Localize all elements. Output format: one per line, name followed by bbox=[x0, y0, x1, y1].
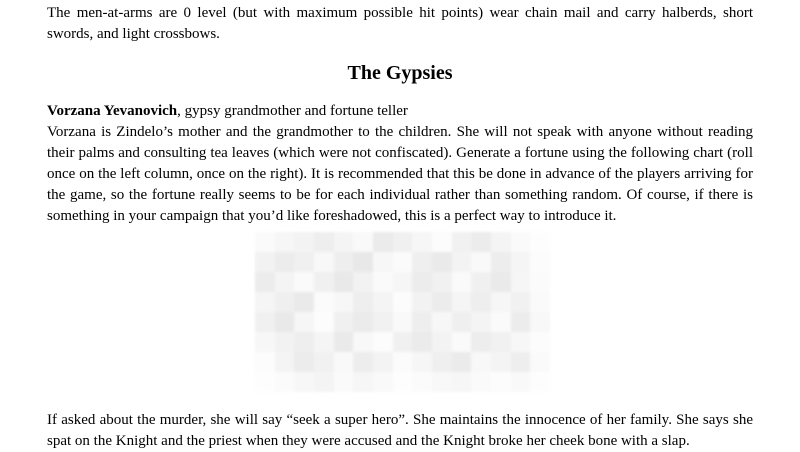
mosaic-cell bbox=[393, 352, 413, 372]
mosaic-cell bbox=[511, 252, 531, 272]
mosaic-cell bbox=[471, 232, 491, 252]
mosaic-cell bbox=[255, 372, 275, 392]
mosaic-cell bbox=[275, 252, 295, 272]
npc-name: Vorzana Yevanovich bbox=[47, 103, 178, 119]
mosaic-cell bbox=[353, 252, 373, 272]
mosaic-cell bbox=[471, 252, 491, 272]
mosaic-cell bbox=[491, 292, 511, 312]
mosaic-cell bbox=[412, 292, 432, 312]
mosaic-cell bbox=[334, 332, 354, 352]
mosaic-cell bbox=[491, 312, 511, 332]
mosaic-cell bbox=[373, 352, 393, 372]
mosaic-cell bbox=[294, 272, 314, 292]
mosaic-cell bbox=[255, 312, 275, 332]
mosaic-cell bbox=[530, 232, 550, 252]
redacted-fortune-chart-image bbox=[255, 232, 550, 392]
mosaic-cell bbox=[275, 352, 295, 372]
mosaic-cell bbox=[511, 232, 531, 252]
mosaic-cell bbox=[511, 352, 531, 372]
mosaic-cell bbox=[393, 312, 413, 332]
mosaic-cell bbox=[511, 332, 531, 352]
mosaic-cell bbox=[393, 232, 413, 252]
mosaic-cell bbox=[294, 252, 314, 272]
mosaic-cell bbox=[314, 312, 334, 332]
mosaic-cell bbox=[353, 272, 373, 292]
intro-paragraph: The men-at-arms are 0 level (but with maximum possible hit points) wear chain mail and carry halberds, short swords, and light crossbows. bbox=[47, 5, 753, 42]
description-paragraph: Vorzana is Zindelo’s mother and the grandmother to the children. She will not speak with anyone without reading their palms and consulting tea leaves (which were not confiscated). Generate a fortune using the following chart (roll once on the left column, once on the right). It is recommended that this be done in advance of the players arriving for the game, so the fortune really seems to be for each individual rather than something random. Of course, if there is something in your campaign that you’d like foreshadowed, this is a perfect way to introduce it. bbox=[47, 124, 753, 224]
mosaic-cell bbox=[393, 372, 413, 392]
mosaic-cell bbox=[275, 272, 295, 292]
mosaic-cell bbox=[471, 372, 491, 392]
mosaic-cell bbox=[393, 252, 413, 272]
mosaic-cell bbox=[255, 332, 275, 352]
mosaic-cell bbox=[373, 312, 393, 332]
mosaic-cell bbox=[353, 332, 373, 352]
mosaic-cell bbox=[432, 332, 452, 352]
mosaic-cell bbox=[491, 272, 511, 292]
mosaic-cell bbox=[432, 292, 452, 312]
mosaic-cell bbox=[373, 332, 393, 352]
mosaic-cell bbox=[452, 332, 472, 352]
mosaic-cell bbox=[530, 312, 550, 332]
mosaic-cell bbox=[373, 372, 393, 392]
murder-paragraph: If asked about the murder, she will say “seek a super hero”. She maintains the innocence of her family. She says she spat on the Knight and the priest when they were accused and the Knight broke her cheek bone with a slap. bbox=[47, 412, 753, 449]
mosaic-cell bbox=[275, 332, 295, 352]
mosaic-cell bbox=[471, 352, 491, 372]
mosaic-cell bbox=[255, 232, 275, 252]
mosaic-cell bbox=[275, 292, 295, 312]
mosaic-cell bbox=[530, 252, 550, 272]
mosaic-cell bbox=[491, 372, 511, 392]
mosaic-cell bbox=[412, 352, 432, 372]
mosaic-cell bbox=[432, 372, 452, 392]
mosaic-cell bbox=[314, 272, 334, 292]
mosaic-cell bbox=[530, 372, 550, 392]
mosaic-cell bbox=[294, 372, 314, 392]
npc-name-line bbox=[47, 101, 753, 122]
mosaic-cell bbox=[412, 272, 432, 292]
mosaic-cell bbox=[294, 352, 314, 372]
mosaic-cell bbox=[334, 372, 354, 392]
mosaic-cell bbox=[530, 352, 550, 372]
mosaic-cell bbox=[255, 252, 275, 272]
mosaic-cell bbox=[294, 232, 314, 252]
mosaic-cell bbox=[511, 372, 531, 392]
mosaic-cell bbox=[353, 312, 373, 332]
mosaic-cell bbox=[491, 332, 511, 352]
mosaic-cell bbox=[314, 292, 334, 312]
mosaic-cell bbox=[452, 292, 472, 312]
mosaic-cell bbox=[393, 332, 413, 352]
mosaic-cell bbox=[275, 372, 295, 392]
mosaic-cell bbox=[412, 232, 432, 252]
mosaic-cell bbox=[452, 312, 472, 332]
npc-descriptor: , gypsy grandmother and fortune teller bbox=[177, 103, 408, 119]
mosaic-cell bbox=[452, 252, 472, 272]
mosaic-cell bbox=[314, 332, 334, 352]
mosaic-cell bbox=[412, 372, 432, 392]
mosaic-cell bbox=[511, 292, 531, 312]
mosaic-cell bbox=[412, 312, 432, 332]
mosaic-cell bbox=[373, 292, 393, 312]
mosaic-cell bbox=[294, 292, 314, 312]
mosaic-cell bbox=[432, 352, 452, 372]
mosaic-cell bbox=[432, 252, 452, 272]
mosaic-cell bbox=[491, 352, 511, 372]
mosaic-cell bbox=[353, 232, 373, 252]
mosaic-cell bbox=[255, 272, 275, 292]
mosaic-cell bbox=[530, 332, 550, 352]
mosaic-cell bbox=[334, 272, 354, 292]
mosaic-cell bbox=[334, 352, 354, 372]
mosaic-cell bbox=[334, 232, 354, 252]
mosaic-cell bbox=[471, 272, 491, 292]
mosaic-cell bbox=[334, 292, 354, 312]
mosaic-cell bbox=[373, 232, 393, 252]
mosaic-cell bbox=[294, 332, 314, 352]
mosaic-cell bbox=[530, 292, 550, 312]
mosaic-cell bbox=[432, 272, 452, 292]
mosaic-cell bbox=[373, 272, 393, 292]
mosaic-cell bbox=[530, 272, 550, 292]
mosaic-cell bbox=[511, 272, 531, 292]
mosaic-cell bbox=[373, 252, 393, 272]
mosaic-cell bbox=[471, 332, 491, 352]
mosaic-cell bbox=[334, 312, 354, 332]
section-heading: The Gypsies bbox=[347, 62, 453, 84]
mosaic-cell bbox=[432, 232, 452, 252]
mosaic-cell bbox=[314, 372, 334, 392]
mosaic-cell bbox=[452, 272, 472, 292]
mosaic-cell bbox=[471, 292, 491, 312]
mosaic-cell bbox=[452, 232, 472, 252]
mosaic-cell bbox=[432, 312, 452, 332]
mosaic-cell bbox=[393, 292, 413, 312]
mosaic-cell bbox=[255, 352, 275, 372]
mosaic-cell bbox=[353, 352, 373, 372]
mosaic-cell bbox=[275, 232, 295, 252]
mosaic-cell bbox=[412, 252, 432, 272]
mosaic-cell bbox=[452, 352, 472, 372]
mosaic-cell bbox=[511, 312, 531, 332]
mosaic-cell bbox=[334, 252, 354, 272]
mosaic-cell bbox=[491, 252, 511, 272]
mosaic-cell bbox=[353, 292, 373, 312]
mosaic-cell bbox=[412, 332, 432, 352]
mosaic-cell bbox=[314, 232, 334, 252]
mosaic-cell bbox=[452, 372, 472, 392]
mosaic-cell bbox=[491, 232, 511, 252]
mosaic-cell bbox=[393, 272, 413, 292]
mosaic-cell bbox=[275, 312, 295, 332]
mosaic-cell bbox=[353, 372, 373, 392]
mosaic-cell bbox=[255, 292, 275, 312]
mosaic-cell bbox=[314, 252, 334, 272]
mosaic-cell bbox=[314, 352, 334, 372]
mosaic-cell bbox=[294, 312, 314, 332]
mosaic-cell bbox=[471, 312, 491, 332]
